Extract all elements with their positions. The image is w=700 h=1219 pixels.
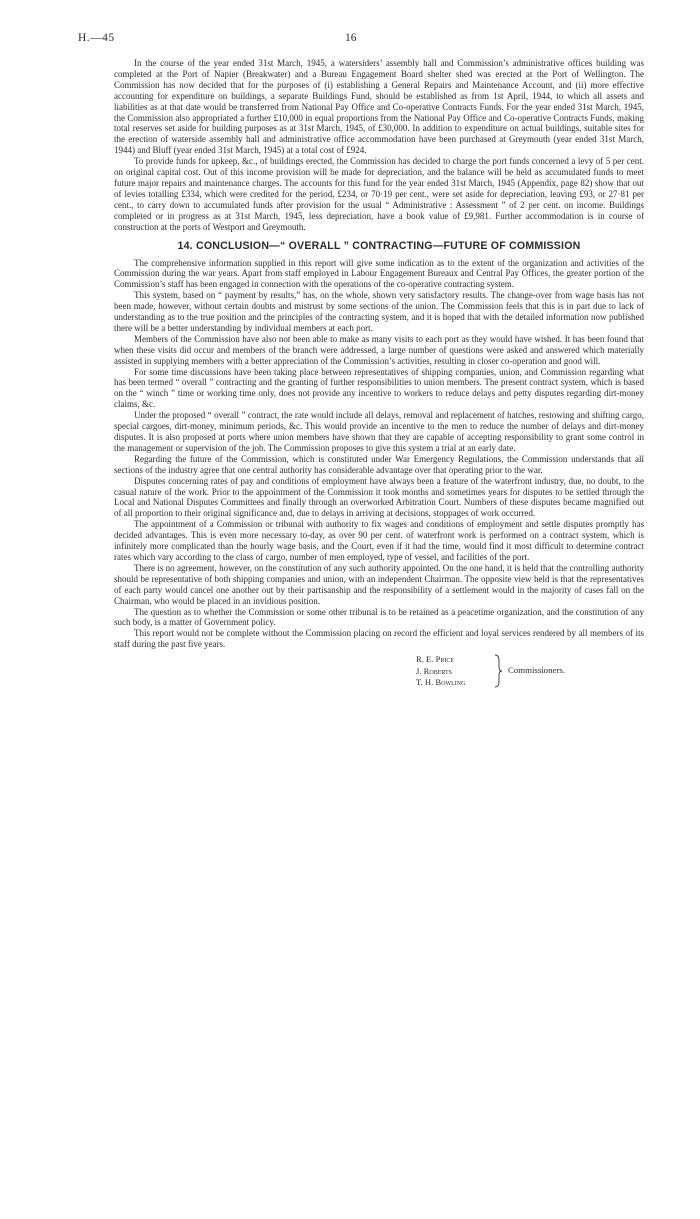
page-number: 16 xyxy=(345,32,357,44)
signatory-name: R. E. Price xyxy=(416,654,455,665)
paragraph: For some time discussions have been taking place between representatives of shipping companies, union, and Commission regarding what has been termed “ overall ” contracting and the granting of further responsibilities to union members. The present contract system, which is based on the “ winch ” time or working time only, does not provide any incentive to workers to reduce delays and petty disputes regarding dirt-money claims, &c. xyxy=(114,366,644,410)
paragraph: This report would not be complete without the Commission placing on record the efficient and loyal services rendered by all members of its staff during the past five years. xyxy=(114,628,644,650)
paragraph: The comprehensive information supplied in this report will give some indication as to the extent of the organization and activities of the Commission during the war years. Apart from staff employed in Labour Engagement Bureaux and Central Pay Offices, the greater portion of the Commission’s staff has been engaged in connection with the operations of the co-operative contracting system. xyxy=(114,257,644,290)
paragraph: This system, based on “ payment by results,” has, on the whole, shown very satisfactory results. The change-over from wage basis has not been made, however, without certain doubts and mistrust by some sections of the union. The Commission feels that this is in part due to lack of understanding as to the true position and the principles of the contracting system, and it is hoped that with the detailed information now published there will be a better understanding by individual members at each port. xyxy=(114,290,644,333)
section-heading: 14. CONCLUSION—“ OVERALL ” CONTRACTING—FUTURE OF COMMISSION xyxy=(177,239,581,252)
paragraph: The question as to whether the Commission or some other tribunal is to be retained as a peacetime organization, and the constitution of any such body, is a matter of Government policy. xyxy=(114,606,644,628)
brace-icon xyxy=(494,654,502,688)
report-body xyxy=(114,58,644,692)
document-code: H.—45 xyxy=(78,32,115,44)
signatory-role: Commissioners. xyxy=(508,665,565,676)
page-header xyxy=(0,32,700,46)
signatory-names xyxy=(416,654,465,689)
paragraph: There is no agreement, however, on the constitution of any such authority appointed. On the one hand, it is held that the controlling authority should be representative of both shipping companies and union, with an independent Chairman. The opposite view held is that the representatives of each party would cancel one another out by their partisanship and the responsibility of a settlement would in the majority of cases fall on the Chairman, who would be placed in an invidious position. xyxy=(114,562,644,606)
paragraph: Disputes concerning rates of pay and conditions of employment have always been a feature of the waterfront industry, due, no doubt, to the casual nature of the work. Prior to the appointment of the Commission it took months and sometimes years for disputes to be settled through the Local and National Disputes Committees and finally through an overworked Arbitration Court. Numbers of these disputes became magnified out of all proportion to their original significance and, due to delays in arriving at decisions, stoppages of work occurred. xyxy=(114,475,644,519)
signatory-name: T. H. Bowling xyxy=(416,677,466,688)
paragraph: Under the proposed “ overall ” contract, the rate would include all delays, removal and replacement of hatches, restowing and shifting cargo, special cargoes, dirt-money, minimum periods, &c. This would provide an incentive to the men to reduce the number of delays and dirt-money disputes. It is also proposed at ports where union members have shown that they are capable of accepting responsibility to grant some control in the management or supervision of the job. The Commission proposes to give this system a trial at an early date. xyxy=(114,410,644,453)
paragraph: In the course of the year ended 31st March, 1945, a watersiders’ assembly hall and Commission’s administrative offices building was completed at the Port of Napier (Breakwater) and a Bureau Engagement Board shelter shed was erected at the Port of Wellington. The Commission has now decided that for the purposes of (i) establishing a General Repairs and Maintenance Account, and (ii) more effective accounting for expenditure on buildings, a separate Buildings Fund, should be established as from 1st April, 1944, to which all assets and liabilities as at that date would be transferred from National Pay Office and Co-operative Contracts Funds. For the year ended 31st March, 1945, the Commission also appropriated a further £10,000 in equal proportions from the National Pay Office and Co-operative Contracts Funds, making total reserves set aside for building purposes as at 31st March, 1945, of £30,000. In addition to expenditure on actual buildings, suitable sites for the erection of waterside assembly hall and administrative office accommodation have been purchased at Greymouth (year ended 31st March, 1944) and Bluff (year ended 31st March, 1945) at a total cost of £924. xyxy=(114,58,644,156)
signatory-name: J. Roberts xyxy=(416,665,453,676)
paragraph: The appointment of a Commission or tribunal with authority to fix wages and conditions of employment and settle disputes promptly has decided advantages. This is even more necessary to-day, as over 90 per cent. of waterfront work is performed on a contract system, which is infinitely more complicated than the hourly wage basis, and the Court, even if it had the time, would find it most difficult to determine contract rates which vary according to the class of cargo, number of men employed, type of vessel, and facilities of the port. xyxy=(114,519,644,562)
signature-block xyxy=(114,654,644,692)
paragraph: Regarding the future of the Commission, which is constituted under War Emergency Regulations, the Commission understands that all sections of the industry agree that one central authority has considerable advantage over that operating prior to the war. xyxy=(114,453,644,475)
paragraph: Members of the Commission have also not been able to make as many visits to each port as they would have wished. It has been found that when these visits did occur and members of the branch were addressed, a large number of questions were asked and answered which materially assisted in supplying members with a better appreciation of the Commission’s activities, resulting in closer co-operation and good will. xyxy=(114,333,644,366)
paragraph: To provide funds for upkeep, &c., of buildings erected, the Commission has decided to charge the port funds concerned a levy of 5 per cent. on original capital cost. Out of this income provision will be made for depreciation, and the balance will be held as accumulated funds to meet future major repairs and maintenance charges. The accounts for this fund for the year ended 31st March, 1945 (Appendix, page 82) show that out of levies totalling £334, which were credited for the period, £234, or 70·19 per cent., were set aside for depreciation, leaving £93, or 27·81 per cent., to carry down to accumulated funds after provision for the usual “ Administrative : Assessment ” of 2 per cent. on income. Buildings completed or in progress as at 31st March, 1945, less depreciation, have a book value of £9,981. Further accommodation is in course of construction at the ports of Westport and Greymouth. xyxy=(114,156,644,232)
